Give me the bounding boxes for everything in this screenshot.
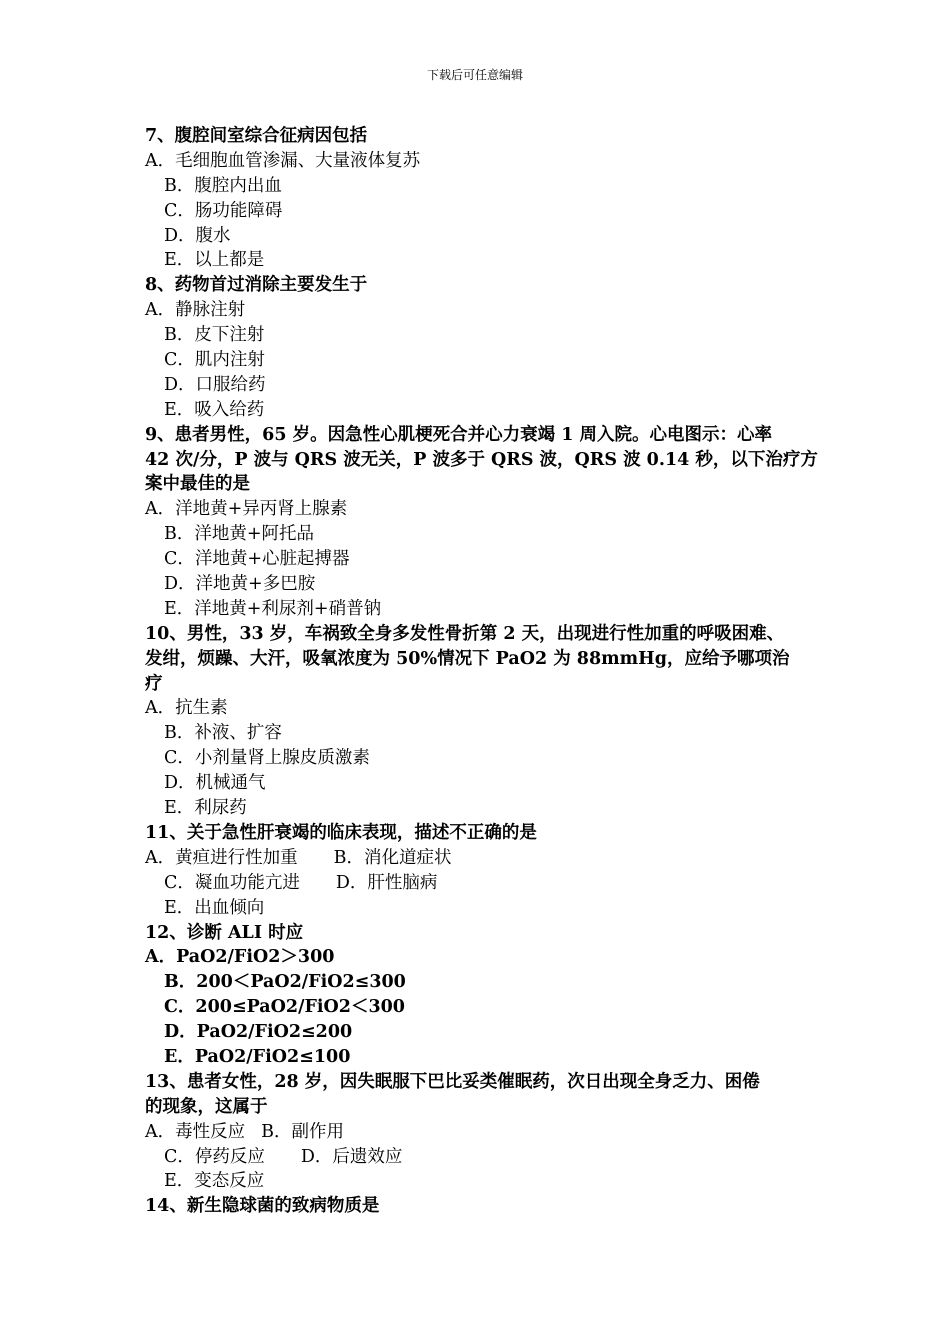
option-13b: B．副作用 bbox=[261, 1121, 345, 1142]
option-7c: C．肠功能障碍 bbox=[164, 200, 283, 221]
option-12e: E．PaO2/FiO2≤100 bbox=[164, 1046, 351, 1067]
option-11e: E．出血倾向 bbox=[164, 897, 265, 918]
option-8c: C．肌内注射 bbox=[164, 350, 265, 371]
question-11: 11、关于急性肝衰竭的临床表现，描述不正确的是 bbox=[145, 822, 537, 843]
question-12: 12、诊断 ALI 时应 bbox=[145, 922, 304, 943]
option-row-11cd bbox=[145, 871, 825, 896]
question-10-line-3: 疗 bbox=[145, 673, 163, 694]
option-10e: E．利尿药 bbox=[164, 798, 247, 819]
option-7d: D．腹水 bbox=[164, 225, 231, 246]
option-9d: D．洋地黄+多巴胺 bbox=[164, 574, 316, 595]
option-13e: E．变态反应 bbox=[164, 1171, 265, 1192]
option-12a: A．PaO2/FiO2＞300 bbox=[145, 947, 335, 968]
question-9-line-1: 9、患者男性，65 岁。因急性心肌梗死合并心力衰竭 1 周入院。心电图示：心率 bbox=[145, 424, 772, 445]
question-8: 8、药物首过消除主要发生于 bbox=[145, 275, 368, 296]
question-7: 7、腹腔间室综合征病因包括 bbox=[145, 126, 368, 146]
option-7e: E．以上都是 bbox=[164, 250, 265, 271]
option-9b: B．洋地黄+阿托品 bbox=[164, 524, 315, 545]
option-7b: B．腹腔内出血 bbox=[164, 175, 282, 196]
option-row-13cd bbox=[145, 1145, 825, 1170]
option-9a: A．洋地黄+异丙肾上腺素 bbox=[145, 499, 348, 520]
question-10-line-1: 10、男性，33 岁，车祸致全身多发性骨折第 2 天，出现进行性加重的呼吸困难、 bbox=[145, 623, 785, 644]
option-row-13ab bbox=[145, 1120, 825, 1145]
question-14: 14、新生隐球菌的致病物质是 bbox=[145, 1196, 380, 1217]
option-10c: C．小剂量肾上腺皮质激素 bbox=[164, 748, 370, 769]
page-header: 下载后可任意编辑 bbox=[426, 68, 523, 82]
question-13-line-2: 的现象，这属于 bbox=[145, 1096, 268, 1117]
option-13c: C．停药反应 bbox=[164, 1146, 265, 1167]
document-body bbox=[145, 124, 825, 1219]
option-10b: B．补液、扩容 bbox=[164, 723, 282, 744]
option-11b: B．消化道症状 bbox=[333, 847, 452, 868]
question-9-line-2: 42 次/分，P 波与 QRS 波无关，P 波多于 QRS 波，QRS 波 0.14 秒，以下治疗方 bbox=[145, 449, 818, 470]
option-9c: C．洋地黄+心脏起搏器 bbox=[164, 549, 350, 570]
option-11c: C．凝血功能亢进 bbox=[164, 872, 300, 893]
question-9-line-3: 案中最佳的是 bbox=[145, 474, 250, 495]
option-10a: A．抗生素 bbox=[145, 698, 228, 719]
option-12b: B．200＜PaO2/FiO2≤300 bbox=[164, 972, 406, 993]
option-8e: E．吸入给药 bbox=[164, 399, 265, 420]
option-10d: D．机械通气 bbox=[164, 773, 266, 794]
option-13a: A．毒性反应 bbox=[145, 1121, 246, 1142]
option-11a: A．黄疸进行性加重 bbox=[145, 847, 298, 868]
question-13-line-1: 13、患者女性，28 岁，因失眠服下巴比妥类催眠药，次日出现全身乏力、困倦 bbox=[145, 1071, 760, 1092]
option-8a: A．静脉注射 bbox=[145, 300, 246, 321]
option-row-11ab bbox=[145, 846, 825, 871]
question-10-line-2: 发绀，烦躁、大汗，吸氧浓度为 50%情况下 PaO2 为 88mmHg，应给予哪项治 bbox=[145, 648, 790, 669]
option-7a: A．毛细胞血管渗漏、大量液体复苏 bbox=[145, 150, 421, 171]
option-8b: B．皮下注射 bbox=[164, 325, 265, 346]
option-11d: D．肝性脑病 bbox=[335, 872, 438, 893]
option-12c: C．200≤PaO2/FiO2＜300 bbox=[164, 997, 405, 1018]
option-9e: E．洋地黄+利尿剂+硝普钠 bbox=[164, 598, 382, 619]
option-8d: D．口服给药 bbox=[164, 374, 266, 395]
option-12d: D．PaO2/FiO2≤200 bbox=[164, 1022, 353, 1043]
option-13d: D．后遗效应 bbox=[300, 1146, 403, 1167]
